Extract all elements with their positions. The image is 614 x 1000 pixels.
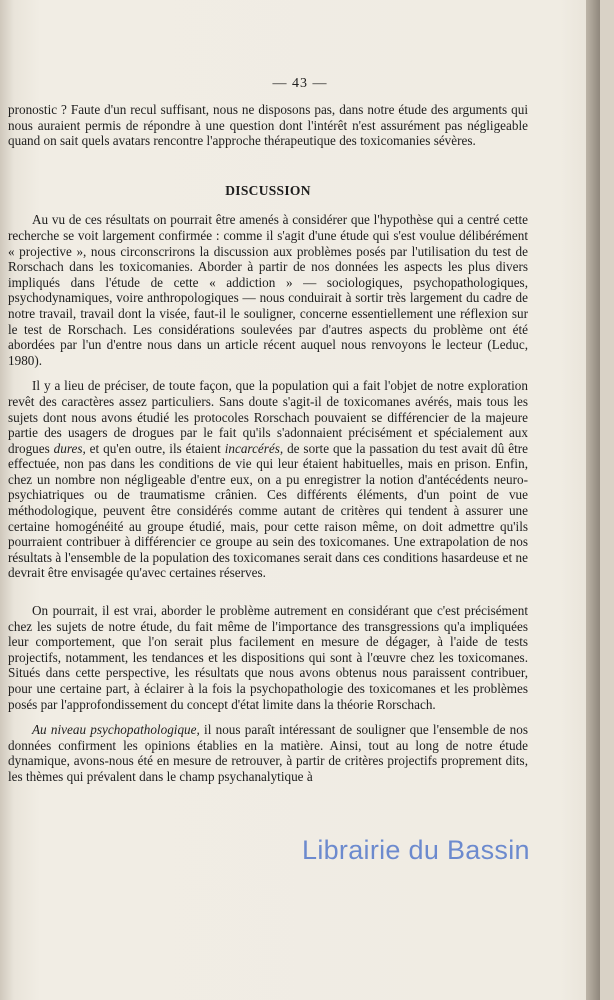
paragraph-discussion-2 [8, 378, 528, 581]
paragraph-4-text: il nous paraît intéressant de souligner que l'ensemble de nos données confirment les opinions établies en la matière. Ainsi, tout au long de notre étude dynamique, avons-nous été en mesure de retrouver, à partir de critères projectifs proprement dits, les thèmes qui prévalent dans le champ psychanalytique à [8, 722, 528, 784]
emphasis-dures: dures, [53, 440, 86, 456]
paragraph-discussion-4 [8, 722, 528, 784]
emphasis-psychopathologique: Au niveau psychopathologique, [32, 722, 200, 738]
body-text [8, 102, 528, 785]
paragraph-2-text-c: de sorte que la passation du test avait dû être effectuée, non pas dans les conditions de vie qui leur étaient habituelles, mais en prison. Enfin, chez un nombre non négligeable d'entre eux, on a pu enregistrer la notion d'antécédents neuro-psychiatriques ou de traumatisme crânien. Ces différents éléments, d'un point de vue méthodologique, peuvent être considérés comme autant de critères qui tendent à assurer une certaine homogénéité au groupe étudié, mais, pour cette raison même, on doit admettre qu'ils pourraient contribuer à différencier ce groupe au sein des toxicomanes. Une extrapolation de nos résultats à l'ensemble de la population des toxicomanes serait dans ces conditions hasardeuse et ne devrait être envisagée qu'avec certaines réserves. [8, 440, 528, 581]
page-number: — 43 — [272, 76, 328, 91]
section-heading: DISCUSSION [225, 182, 311, 198]
page-edge-shadow [586, 0, 600, 1000]
paragraph-2-text-a: Il y a lieu de préciser, de toute façon, que la population qui a fait l'objet de notre exploration revêt des caractères assez particuliers. Sans doute s'agit-il de toxicomanes avérés, mais tous les sujets dont nous avons étudié les protocoles Rorschach pouvaient se différencier de la majeure partie des usagers de drogues par le fait qu'ils s'adonnaient précisément et spécialement aux drogues [8, 378, 528, 456]
paragraph-intro: pronostic ? Faute d'un recul suffisant, nous ne disposons pas, dans notre étude des arguments qui nous auraient permis de répondre à une question dont l'intérêt n'est assurément pas négligeable quand on sait quels avatars rencontre l'approche thérapeutique des toxicomanies sévères. [8, 102, 528, 149]
emphasis-incarceres: incarcérés, [224, 440, 284, 456]
watermark-text: Librairie du Bassin [302, 835, 530, 865]
paragraph-discussion-1: Au vu de ces résultats on pourrait être amenés à considérer que l'hypothèse qui a centré cette recherche se voit largement confirmée : comme il s'agit d'une étude qui s'est voulue délibérément « projective », nous circonscrirons la discussion aux problèmes posés par l'utilisation du test de Rorschach dans les toxicomanies. Aborder à partir de nos données les aspects les plus divers impliqués dans l'étude de cette « addiction » — sociologiques, psychopathologiques, psychodynamiques, voire anthropologiques — nous conduirait à sortir très largement du cadre de notre travail, travail dont la visée, faut-il le souligner, concerne essentiellement une réflexion sur le test de Rorschach. Les considérations soulevées par d'autres aspects du problème ont été abordées par l'un d'entre nous dans un article récent auquel nous renvoyons le lecteur (Leduc, 1980). [8, 212, 528, 368]
paragraph-2-text-b: et qu'en outre, ils étaient [85, 440, 225, 456]
paragraph-discussion-3: On pourrait, il est vrai, aborder le problème autrement en considérant que c'est précisément chez les sujets de notre étude, du fait même de l'importance des transgressions qu'a impliquées leur comportement, que l'on serait plus facilement en mesure de dégager, à l'aide de tests projectifs, notamment, les tendances et les dispositions qui sont à l'œuvre chez les toxicomanes. Situés dans cette perspective, les résultats que nous avons obtenus nous paraissent contribuer, pour une certaine part, à éclairer à la fois la psychopathologie des toxicomanes et les problèmes posés par l'approfondissement du concept d'état limite dans la théorie Rorschach. [8, 603, 528, 712]
